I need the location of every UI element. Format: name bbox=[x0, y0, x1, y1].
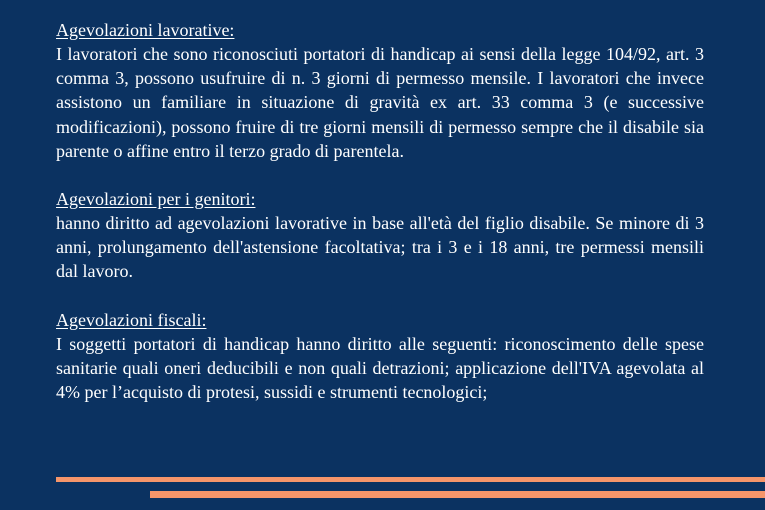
section-parent-benefits bbox=[56, 187, 704, 284]
section-work-benefits bbox=[56, 18, 704, 163]
section-heading: Agevolazioni lavorative: bbox=[56, 20, 235, 40]
section-body: hanno diritto ad agevolazioni lavorative in base all'età del figlio disabile. Se minore di 3 anni, prolungamento dell'astensione facoltativa; tra i 3 e i 18 anni, tre permessi mensili dal lavoro. bbox=[56, 213, 704, 282]
section-body: I lavoratori che sono riconosciuti portatori di handicap ai sensi della legge 104/92, art. 3 comma 3, possono usufruire di n. 3 giorni di permesso mensile. I lavoratori che invece assistono un familiare in situazione di gravità ex art. 33 comma 3 (e successive modificazioni), possono fruire di tre giorni mensili di permesso sempre che il disabile sia parente o affine entro il terzo grado di parentela. bbox=[56, 44, 704, 161]
accent-divider-top bbox=[56, 477, 765, 482]
section-tax-benefits bbox=[56, 308, 704, 405]
section-heading: Agevolazioni per i genitori: bbox=[56, 189, 256, 210]
section-heading: Agevolazioni fiscali: bbox=[56, 309, 207, 330]
section-body: I soggetti portatori di handicap hanno diritto alle seguenti: riconoscimento delle spese sanitarie quali oneri deducibili e non quali detrazioni; applicazione dell'IVA agevolata al 4% per l’acquisto di protesi, sussidi e strumenti tecnologici; bbox=[56, 333, 704, 403]
accent-divider-bottom bbox=[150, 491, 765, 498]
slide-content bbox=[56, 18, 704, 428]
